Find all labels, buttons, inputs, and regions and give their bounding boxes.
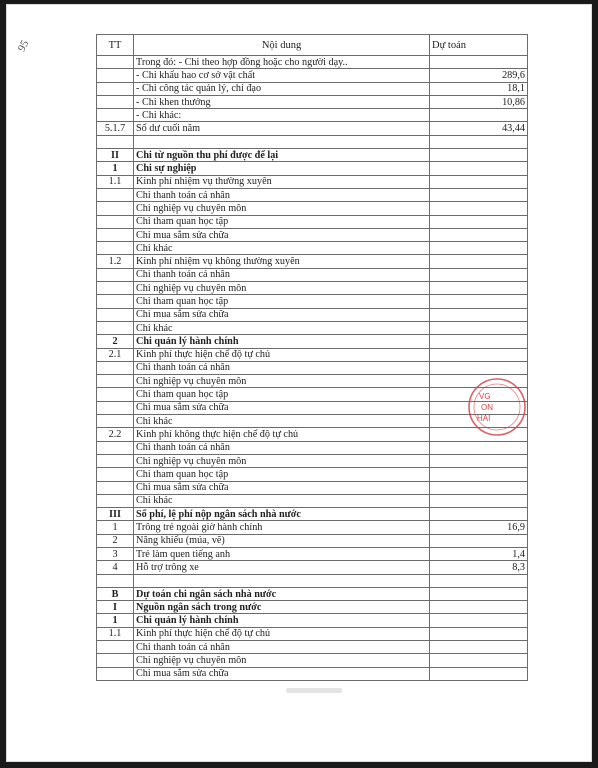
row-tt: 1.2 bbox=[97, 255, 134, 268]
row-tt bbox=[97, 308, 134, 321]
row-tt bbox=[97, 135, 134, 148]
table-row bbox=[97, 494, 528, 507]
table-row bbox=[97, 468, 528, 481]
row-budget bbox=[430, 641, 528, 654]
row-content: Chi thanh toán cá nhân bbox=[134, 361, 430, 374]
row-content: Chi tham quan học tập bbox=[134, 468, 430, 481]
row-tt bbox=[97, 188, 134, 201]
table-row bbox=[97, 481, 528, 494]
header-content: Nội dung bbox=[134, 35, 430, 56]
table-row bbox=[97, 574, 528, 587]
row-content: Chi nghiệp vụ chuyên môn bbox=[134, 654, 430, 667]
row-tt bbox=[97, 215, 134, 228]
table-row bbox=[97, 255, 528, 268]
row-tt: 4 bbox=[97, 561, 134, 574]
header-budget: Dự toán bbox=[430, 35, 528, 56]
row-budget bbox=[430, 534, 528, 547]
row-budget bbox=[430, 295, 528, 308]
table-row bbox=[97, 454, 528, 467]
document-page bbox=[6, 4, 592, 762]
row-content: Chi tham quan học tập bbox=[134, 295, 430, 308]
row-budget bbox=[430, 508, 528, 521]
row-content: Chi mua sắm sửa chữa bbox=[134, 228, 430, 241]
row-budget bbox=[430, 321, 528, 334]
row-budget: 1,4 bbox=[430, 547, 528, 560]
table-row bbox=[97, 415, 528, 428]
row-budget bbox=[430, 135, 528, 148]
row-content: Kinh phí nhiệm vụ không thường xuyên bbox=[134, 255, 430, 268]
row-tt bbox=[97, 69, 134, 82]
row-budget bbox=[430, 242, 528, 255]
row-budget: 43,44 bbox=[430, 122, 528, 135]
budget-table bbox=[96, 34, 528, 681]
row-tt bbox=[97, 295, 134, 308]
row-content: Chi mua sắm sửa chữa bbox=[134, 481, 430, 494]
table-row bbox=[97, 375, 528, 388]
row-content: Chi mua sắm sửa chữa bbox=[134, 667, 430, 680]
row-tt bbox=[97, 415, 134, 428]
row-content: Chi khác bbox=[134, 415, 430, 428]
row-content: Trông trẻ ngoài giờ hành chính bbox=[134, 521, 430, 534]
row-budget bbox=[430, 454, 528, 467]
row-content: Chi thanh toán cá nhân bbox=[134, 188, 430, 201]
table-row bbox=[97, 321, 528, 334]
row-content: Hỗ trợ trông xe bbox=[134, 561, 430, 574]
row-tt: I bbox=[97, 601, 134, 614]
row-tt: III bbox=[97, 508, 134, 521]
row-content: Chi nghiệp vụ chuyên môn bbox=[134, 202, 430, 215]
row-content: - Chi khác: bbox=[134, 109, 430, 122]
row-tt: 2.1 bbox=[97, 348, 134, 361]
row-tt bbox=[97, 667, 134, 680]
row-budget bbox=[430, 614, 528, 627]
row-content: Năng khiếu (múa, vẽ) bbox=[134, 534, 430, 547]
row-budget bbox=[430, 481, 528, 494]
row-content: - Chi khen thưởng bbox=[134, 95, 430, 108]
row-tt: B bbox=[97, 587, 134, 600]
table-row bbox=[97, 547, 528, 560]
table-row bbox=[97, 335, 528, 348]
red-seal-stamp bbox=[465, 375, 529, 439]
row-budget bbox=[430, 627, 528, 640]
row-content: Trong đó: - Chi theo hợp đồng hoặc cho người dạy.. bbox=[134, 56, 430, 69]
row-budget bbox=[430, 654, 528, 667]
row-budget: 16,9 bbox=[430, 521, 528, 534]
row-tt bbox=[97, 481, 134, 494]
row-budget bbox=[430, 188, 528, 201]
table-row bbox=[97, 268, 528, 281]
row-budget bbox=[430, 335, 528, 348]
table-row bbox=[97, 508, 528, 521]
table-row bbox=[97, 95, 528, 108]
row-budget bbox=[430, 162, 528, 175]
table-row bbox=[97, 202, 528, 215]
table-row bbox=[97, 135, 528, 148]
row-tt bbox=[97, 361, 134, 374]
row-tt bbox=[97, 202, 134, 215]
row-tt: 1 bbox=[97, 162, 134, 175]
row-tt bbox=[97, 494, 134, 507]
row-budget bbox=[430, 268, 528, 281]
row-budget: 289,6 bbox=[430, 69, 528, 82]
row-content: Chi khác bbox=[134, 494, 430, 507]
row-budget bbox=[430, 587, 528, 600]
row-tt bbox=[97, 388, 134, 401]
row-content: Kinh phí không thực hiện chế độ tự chủ bbox=[134, 428, 430, 441]
row-content: Kinh phí thực hiện chế độ tự chủ bbox=[134, 627, 430, 640]
row-budget bbox=[430, 202, 528, 215]
row-tt: 2.2 bbox=[97, 428, 134, 441]
row-content: Chi nghiệp vụ chuyên môn bbox=[134, 375, 430, 388]
row-content bbox=[134, 574, 430, 587]
row-tt bbox=[97, 441, 134, 454]
row-budget bbox=[430, 348, 528, 361]
page-number: 95 bbox=[15, 38, 32, 54]
table-row bbox=[97, 188, 528, 201]
row-budget bbox=[430, 56, 528, 69]
table-row bbox=[97, 295, 528, 308]
row-content: Kinh phí nhiệm vụ thường xuyên bbox=[134, 175, 430, 188]
table-row bbox=[97, 308, 528, 321]
row-tt bbox=[97, 95, 134, 108]
table-row bbox=[97, 56, 528, 69]
row-budget bbox=[430, 228, 528, 241]
row-tt bbox=[97, 641, 134, 654]
row-budget bbox=[430, 175, 528, 188]
row-tt: 1.1 bbox=[97, 175, 134, 188]
row-content: Chi khác bbox=[134, 321, 430, 334]
table-row bbox=[97, 587, 528, 600]
table-row bbox=[97, 614, 528, 627]
row-content: Chi nghiệp vụ chuyên môn bbox=[134, 282, 430, 295]
row-tt bbox=[97, 109, 134, 122]
row-budget bbox=[430, 667, 528, 680]
row-tt bbox=[97, 282, 134, 295]
row-budget bbox=[430, 361, 528, 374]
table-row bbox=[97, 441, 528, 454]
table-row bbox=[97, 348, 528, 361]
row-content: Chi khác bbox=[134, 242, 430, 255]
stamp-line: VG bbox=[479, 392, 491, 401]
row-tt bbox=[97, 228, 134, 241]
row-budget: 10,86 bbox=[430, 95, 528, 108]
row-content: Chi thanh toán cá nhân bbox=[134, 441, 430, 454]
row-tt bbox=[97, 401, 134, 414]
row-content: Số dư cuối năm bbox=[134, 122, 430, 135]
table-row bbox=[97, 521, 528, 534]
table-row bbox=[97, 534, 528, 547]
row-budget bbox=[430, 494, 528, 507]
row-tt bbox=[97, 375, 134, 388]
row-content bbox=[134, 135, 430, 148]
row-tt: 2 bbox=[97, 534, 134, 547]
row-budget bbox=[430, 215, 528, 228]
row-tt bbox=[97, 454, 134, 467]
row-tt: II bbox=[97, 149, 134, 162]
table-row bbox=[97, 401, 528, 414]
table-row bbox=[97, 109, 528, 122]
row-content: Dự toán chi ngân sách nhà nước bbox=[134, 587, 430, 600]
row-tt bbox=[97, 56, 134, 69]
row-budget: 18,1 bbox=[430, 82, 528, 95]
table-row bbox=[97, 601, 528, 614]
row-tt: 3 bbox=[97, 547, 134, 560]
scan-smudge bbox=[286, 688, 342, 693]
row-tt: 5.1.7 bbox=[97, 122, 134, 135]
row-tt bbox=[97, 321, 134, 334]
row-content: Chi tham quan học tập bbox=[134, 388, 430, 401]
row-budget bbox=[430, 149, 528, 162]
row-content: Chi từ nguồn thu phí được để lại bbox=[134, 149, 430, 162]
row-tt: 1 bbox=[97, 614, 134, 627]
row-tt bbox=[97, 82, 134, 95]
row-content: - Chi công tác quản lý, chỉ đạo bbox=[134, 82, 430, 95]
table-row bbox=[97, 215, 528, 228]
row-content: Số phí, lệ phí nộp ngân sách nhà nước bbox=[134, 508, 430, 521]
table-row bbox=[97, 654, 528, 667]
row-budget bbox=[430, 441, 528, 454]
row-tt bbox=[97, 574, 134, 587]
row-budget: 8,3 bbox=[430, 561, 528, 574]
row-budget bbox=[430, 255, 528, 268]
table-row bbox=[97, 175, 528, 188]
table-row bbox=[97, 69, 528, 82]
table-header bbox=[97, 35, 528, 56]
table-row bbox=[97, 162, 528, 175]
row-content: Chi tham quan học tập bbox=[134, 215, 430, 228]
row-content: Nguồn ngân sách trong nước bbox=[134, 601, 430, 614]
row-budget bbox=[430, 574, 528, 587]
row-content: Chi sự nghiệp bbox=[134, 162, 430, 175]
row-tt bbox=[97, 268, 134, 281]
row-tt bbox=[97, 242, 134, 255]
table-row bbox=[97, 82, 528, 95]
row-tt: 1.1 bbox=[97, 627, 134, 640]
row-budget bbox=[430, 282, 528, 295]
row-tt: 2 bbox=[97, 335, 134, 348]
row-content: Kinh phí thực hiện chế độ tự chủ bbox=[134, 348, 430, 361]
row-content: Chi nghiệp vụ chuyên môn bbox=[134, 454, 430, 467]
row-content: Trẻ làm quen tiếng anh bbox=[134, 547, 430, 560]
row-content: - Chi khấu hao cơ sở vật chất bbox=[134, 69, 430, 82]
row-budget bbox=[430, 109, 528, 122]
row-content: Chi quản lý hành chính bbox=[134, 335, 430, 348]
row-tt bbox=[97, 654, 134, 667]
table-row bbox=[97, 388, 528, 401]
table-row bbox=[97, 242, 528, 255]
table-row bbox=[97, 122, 528, 135]
row-budget bbox=[430, 468, 528, 481]
row-content: Chi thanh toán cá nhân bbox=[134, 268, 430, 281]
stamp-line: HAI bbox=[477, 414, 491, 423]
row-budget bbox=[430, 308, 528, 321]
row-budget bbox=[430, 601, 528, 614]
header-tt: TT bbox=[97, 35, 134, 56]
row-content: Chi thanh toán cá nhân bbox=[134, 641, 430, 654]
row-content: Chi mua sắm sửa chữa bbox=[134, 308, 430, 321]
table-row bbox=[97, 228, 528, 241]
table-row bbox=[97, 627, 528, 640]
table-row bbox=[97, 561, 528, 574]
table-row bbox=[97, 428, 528, 441]
row-tt: 1 bbox=[97, 521, 134, 534]
table-row bbox=[97, 361, 528, 374]
row-tt bbox=[97, 468, 134, 481]
row-content: Chi quản lý hành chính bbox=[134, 614, 430, 627]
table-row bbox=[97, 641, 528, 654]
table-row bbox=[97, 667, 528, 680]
row-content: Chi mua sắm sửa chữa bbox=[134, 401, 430, 414]
table-row bbox=[97, 282, 528, 295]
stamp-line: ON bbox=[481, 403, 493, 412]
table-row bbox=[97, 149, 528, 162]
